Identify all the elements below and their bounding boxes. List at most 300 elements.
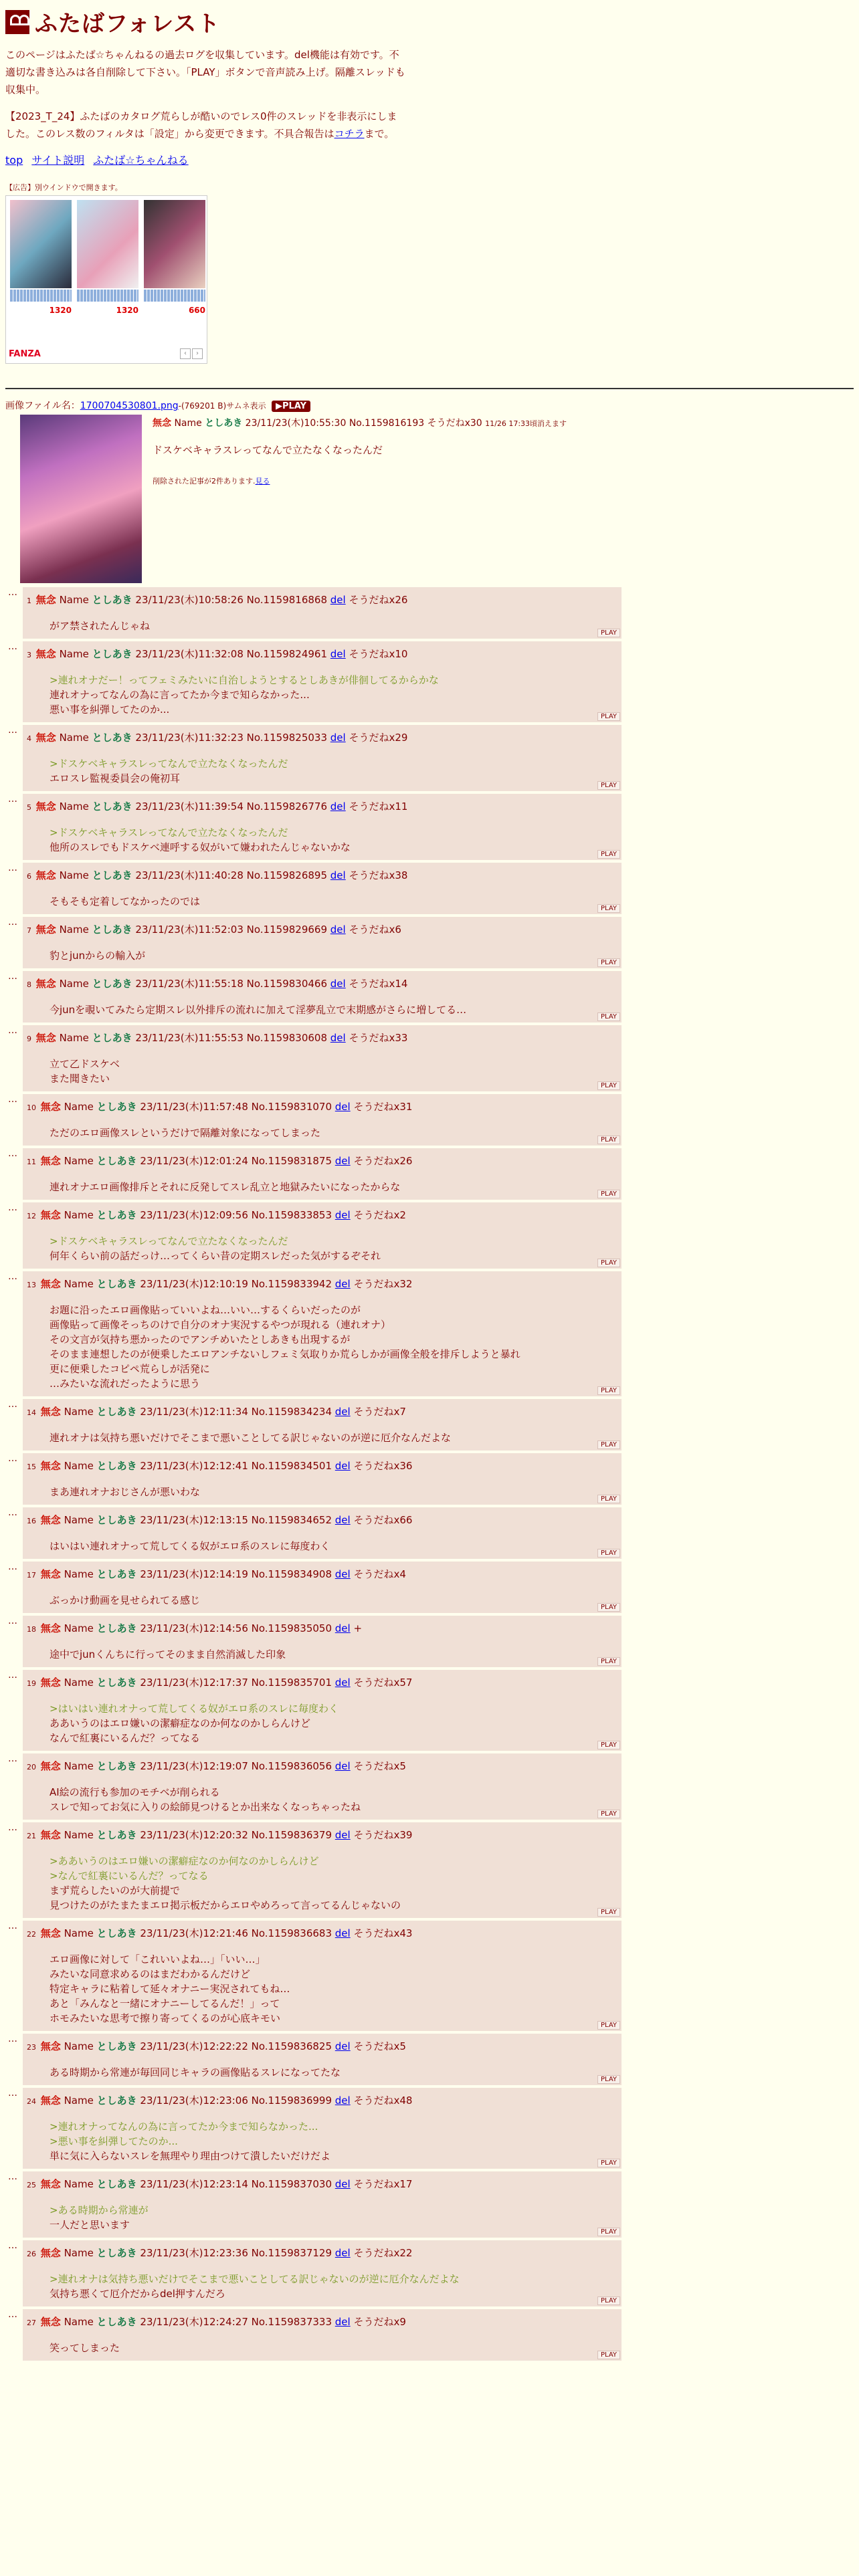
reply-index: 24: [27, 2097, 36, 2106]
reply-body: [23, 2203, 622, 2238]
reply-name-label: Name: [64, 1155, 94, 1167]
reply-play-button[interactable]: PLAY: [597, 1012, 620, 1021]
reply-line: >なんで紅裏にいるんだ？ってなる: [50, 1870, 209, 1882]
del-link[interactable]: del: [335, 1568, 351, 1580]
reply-date: 23/11/23(木)11:40:28: [135, 869, 244, 881]
reply-body: [23, 673, 622, 722]
reply-subject: 無念: [40, 1209, 61, 1221]
reply-subject: 無念: [40, 1155, 61, 1167]
del-link[interactable]: del: [335, 1278, 351, 1290]
reply-sodane[interactable]: そうだねx6: [349, 924, 401, 936]
reply-number[interactable]: No.1159837129: [251, 2247, 332, 2259]
reply-name-label: Name: [59, 800, 89, 813]
op-deleted-note: [153, 475, 567, 486]
reply-line: まあ連れオナおじさんが悪いわな: [50, 1486, 201, 1498]
reply-body: [23, 1785, 622, 1820]
reply-sodane[interactable]: そうだねx39: [353, 1829, 413, 1841]
reply-name: としあき: [96, 1209, 137, 1221]
reply-name: としあき: [92, 869, 132, 881]
reply-sodane[interactable]: そうだねx14: [349, 978, 408, 990]
reply-number[interactable]: No.1159830608: [246, 1032, 327, 1044]
del-link[interactable]: del: [335, 1460, 351, 1472]
reply-number[interactable]: No.1159834652: [251, 1514, 332, 1526]
reply-row: [5, 1562, 854, 1613]
reply-row: [5, 1271, 854, 1396]
reply-name: としあき: [96, 1829, 137, 1841]
reply-date: 23/11/23(木)11:55:18: [135, 978, 244, 990]
reply-index: 3: [27, 651, 31, 659]
reply-line: 今junを覗いてみたら定期スレ以外排斥の流れに加えて淫夢乱立で末期感がさらに増してる…: [50, 1004, 467, 1016]
reply-subject: 無念: [40, 1622, 61, 1634]
reply-play-button[interactable]: PLAY: [597, 1081, 620, 1090]
reply-row: [5, 1202, 854, 1269]
reply-date: 23/11/23(木)12:14:56: [140, 1622, 248, 1634]
reply-row: [5, 2240, 854, 2306]
reply-number[interactable]: No.1159836056: [251, 1760, 332, 1772]
reply-number[interactable]: No.1159837333: [251, 2316, 332, 2328]
reply-name-label: Name: [59, 978, 89, 990]
ad-next-icon[interactable]: ›: [192, 348, 203, 359]
reply-name-label: Name: [64, 1760, 94, 1772]
reply-name: としあき: [96, 2316, 137, 2328]
op-sodane[interactable]: そうだねx30: [427, 418, 482, 429]
reply-number[interactable]: No.1159836825: [251, 2040, 332, 2052]
reply-marker: …: [8, 917, 17, 928]
reply-row: [5, 1094, 854, 1146]
reply-play-button[interactable]: PLAY: [597, 2296, 620, 2305]
reply-number[interactable]: No.1159831070: [251, 1101, 332, 1113]
reply-header: [23, 2171, 622, 2191]
reply-number[interactable]: No.1159824961: [246, 648, 327, 660]
nav-about-link[interactable]: サイト説明: [31, 154, 85, 167]
reply-name-label: Name: [64, 1829, 94, 1841]
reply-name-label: Name: [64, 2040, 94, 2052]
reply-play-button[interactable]: PLAY: [597, 2159, 620, 2167]
reply-header: [23, 1148, 622, 1168]
reply-line: なんで紅裏にいるんだ？ってなる: [50, 1732, 201, 1744]
reply-name-label: Name: [64, 1514, 94, 1526]
op-deleted-text: 削除された記事が2件あります.: [153, 477, 256, 486]
reply-post: [23, 1148, 622, 1200]
reply-line: 特定キャラに粘着して延々オナニー実況されてもね…: [50, 1983, 290, 1995]
reply-sodane[interactable]: そうだねx5: [353, 1760, 406, 1772]
reply-body: [23, 1180, 622, 1200]
reply-post: [23, 1616, 622, 1667]
reply-row: [5, 587, 854, 639]
reply-marker: …: [8, 1562, 17, 1572]
reply-name-label: Name: [64, 2095, 94, 2107]
del-link[interactable]: del: [335, 1622, 351, 1634]
reply-index: 9: [27, 1035, 31, 1043]
reply-index: 4: [27, 734, 31, 743]
reply-play-button[interactable]: PLAY: [597, 2075, 620, 2084]
reply-sodane[interactable]: そうだねx57: [353, 1677, 413, 1689]
del-link[interactable]: del: [335, 1760, 351, 1772]
reply-marker: …: [8, 1202, 17, 1213]
reply-date: 23/11/23(木)11:52:03: [135, 924, 244, 936]
reply-marker: …: [8, 1616, 17, 1626]
ad-banner[interactable]: [5, 195, 207, 364]
reply-play-button[interactable]: PLAY: [597, 1386, 620, 1395]
intro-text-2: [5, 108, 407, 142]
reply-header: [23, 2240, 622, 2260]
reply-body: [23, 1854, 622, 1918]
reply-line: 画像貼って画像そっちのけで自分のオナ実況するやつが現れる（連れオナ）: [50, 1319, 391, 1331]
reply-number[interactable]: No.1159836379: [251, 1829, 332, 1841]
reply-play-button[interactable]: PLAY: [597, 1190, 620, 1198]
reply-date: 23/11/23(木)12:14:19: [140, 1568, 248, 1580]
reply-sodane[interactable]: +: [353, 1622, 363, 1634]
reply-name: としあき: [96, 2178, 137, 2190]
reply-name: としあき: [96, 1460, 137, 1472]
del-link[interactable]: del: [335, 2316, 351, 2328]
reply-number[interactable]: No.1159833942: [251, 1278, 332, 1290]
op-post: [5, 415, 854, 583]
reply-post: [23, 2240, 622, 2306]
intro-text-1: このページはふたば☆ちゃんねるの過去ログを収集しています。del機能は有効です。不適切な書き込みは各自削除して下さい。「PLAY」ボタンで音声読み上げ。隔離スレッドも収集中。: [5, 49, 405, 96]
reply-body: [23, 1952, 622, 2031]
reply-date: 23/11/23(木)11:39:54: [135, 800, 244, 813]
reply-name: としあき: [96, 1677, 137, 1689]
op-name: としあき: [205, 418, 243, 429]
del-link[interactable]: del: [330, 800, 346, 813]
reply-line: まず荒らしたいのが大前提で: [50, 1885, 181, 1897]
reply-play-button[interactable]: PLAY: [597, 1495, 620, 1503]
reply-row: [5, 1670, 854, 1751]
reply-post: [23, 2088, 622, 2169]
del-link[interactable]: del: [330, 869, 346, 881]
logo-icon[interactable]: [5, 10, 29, 34]
reply-index: 25: [27, 2181, 36, 2189]
reply-sodane[interactable]: そうだねx48: [353, 2095, 413, 2107]
reply-number[interactable]: No.1159831875: [251, 1155, 332, 1167]
reply-index: 16: [27, 1517, 36, 1525]
reply-name: としあき: [92, 648, 132, 660]
reply-subject: 無念: [35, 648, 56, 660]
reply-name: としあき: [96, 1568, 137, 1580]
del-link[interactable]: del: [330, 1032, 346, 1044]
ad-item[interactable]: [10, 200, 72, 315]
bug-report-link[interactable]: コチラ: [334, 128, 365, 140]
reply-header: [23, 1507, 622, 1527]
ad-image[interactable]: [144, 200, 205, 288]
del-link[interactable]: del: [330, 978, 346, 990]
reply-subject: 無念: [40, 2040, 61, 2052]
reply-number[interactable]: No.1159830466: [246, 978, 327, 990]
reply-date: 23/11/23(木)11:57:48: [140, 1101, 248, 1113]
reply-name-label: Name: [64, 2316, 94, 2328]
reply-line: 連れオナエロ画像排斥とそれに反発してスレ乱立と地獄みたいになったからな: [50, 1181, 401, 1193]
reply-play-button[interactable]: PLAY: [597, 1549, 620, 1558]
reply-name: としあき: [96, 1514, 137, 1526]
reply-post: [23, 641, 622, 722]
reply-play-button[interactable]: PLAY: [597, 629, 620, 637]
reply-number[interactable]: No.1159836683: [251, 1927, 332, 1939]
reply-line: >ドスケベキャラスレってなんで立たなくなったんだ: [50, 827, 288, 839]
reply-line: …みたいな流れだったように思う: [50, 1378, 201, 1390]
op-number[interactable]: No.1159816193: [349, 418, 425, 429]
reply-number[interactable]: No.1159834908: [251, 1568, 332, 1580]
reply-body: [23, 1234, 622, 1269]
reply-number[interactable]: No.1159829669: [246, 924, 327, 936]
del-link[interactable]: del: [330, 732, 346, 744]
reply-post: [23, 863, 622, 914]
reply-header: [23, 1399, 622, 1418]
reply-sodane[interactable]: そうだねx4: [353, 1568, 406, 1580]
reply-line: 豹とjunからの輸入が: [50, 950, 146, 962]
reply-line: スレで知ってお気に入りの絵師見つけるとか出来なくなっちゃったね: [50, 1801, 361, 1813]
nav-futaba-link[interactable]: ふたば☆ちゃんねる: [93, 154, 189, 167]
reply-post: [23, 1399, 622, 1451]
reply-post: [23, 587, 622, 639]
reply-number[interactable]: No.1159825033: [246, 732, 327, 744]
reply-line: お題に沿ったエロ画像貼っていいよね…いい…するくらいだったのが: [50, 1304, 361, 1316]
reply-play-button[interactable]: PLAY: [597, 1136, 620, 1144]
op-date: 23/11/23(木)10:55:30: [245, 418, 347, 429]
reply-number[interactable]: No.1159826776: [246, 800, 327, 813]
ad-item[interactable]: [144, 200, 205, 315]
reply-play-button[interactable]: PLAY: [597, 1440, 620, 1449]
reply-marker: …: [8, 2309, 17, 2320]
reply-index: 14: [27, 1408, 36, 1417]
reply-marker: …: [8, 971, 17, 982]
intro: [5, 46, 407, 142]
reply-sodane[interactable]: そうだねx43: [353, 1927, 413, 1939]
reply-row: [5, 917, 854, 968]
op-expire: 11/26 17:33頃消えます: [485, 419, 567, 428]
reply-header: [23, 641, 622, 661]
reply-sodane[interactable]: そうだねx33: [349, 1032, 408, 1044]
reply-row: [5, 1453, 854, 1505]
reply-post: [23, 1507, 622, 1559]
reply-post: [23, 971, 622, 1023]
reply-play-button[interactable]: PLAY: [597, 712, 620, 721]
del-link[interactable]: del: [335, 1209, 351, 1221]
del-link[interactable]: del: [335, 1677, 351, 1689]
reply-sodane[interactable]: そうだねx10: [349, 648, 408, 660]
reply-marker: …: [8, 1921, 17, 1931]
reply-play-button[interactable]: PLAY: [597, 1259, 620, 1267]
reply-header: [23, 2309, 622, 2329]
reply-date: 23/11/23(木)12:23:06: [140, 2095, 248, 2107]
nav-top-link[interactable]: top: [5, 154, 23, 167]
ad-brand-logo[interactable]: FANZA: [9, 349, 41, 359]
reply-name: としあき: [96, 2040, 137, 2052]
reply-post: [23, 794, 622, 860]
reply-name: としあき: [96, 1101, 137, 1113]
reply-name: としあき: [96, 1622, 137, 1634]
ad-prev-icon[interactable]: ‹: [180, 348, 191, 359]
nav-links: [5, 152, 854, 167]
del-link[interactable]: del: [335, 2178, 351, 2190]
reply-date: 23/11/23(木)12:24:27: [140, 2316, 248, 2328]
reply-sodane[interactable]: そうだねx7: [353, 1406, 406, 1418]
reply-row: [5, 971, 854, 1023]
reply-header: [23, 1453, 622, 1473]
ad-image[interactable]: [77, 200, 138, 288]
reply-index: 7: [27, 926, 31, 935]
reply-play-button[interactable]: PLAY: [597, 850, 620, 859]
reply-line: また聞きたい: [50, 1073, 110, 1085]
reply-number[interactable]: No.1159836999: [251, 2095, 332, 2107]
reply-header: [23, 1094, 622, 1113]
reply-name-label: Name: [64, 1209, 94, 1221]
reply-subject: 無念: [35, 732, 56, 744]
reply-sodane[interactable]: そうだねx5: [353, 2040, 406, 2052]
ad-title-link[interactable]: [77, 290, 138, 302]
reply-post: [23, 1753, 622, 1820]
reply-name: としあき: [96, 1155, 137, 1167]
reply-line: エロ画像に対して「これいいよね…」「いい…」: [50, 1953, 266, 1965]
reply-marker: …: [8, 863, 17, 873]
reply-row: [5, 1822, 854, 1918]
reply-line: >連れオナってなんの為に言ってたか今まで知らなかった...: [50, 2121, 318, 2133]
reply-header: [23, 794, 622, 813]
reply-subject: 無念: [40, 1829, 61, 1841]
reply-sodane[interactable]: そうだねx29: [349, 732, 408, 744]
del-link[interactable]: del: [335, 2247, 351, 2259]
del-link[interactable]: del: [335, 1514, 351, 1526]
reply-play-button[interactable]: PLAY: [597, 2228, 620, 2236]
reply-row: [5, 1148, 854, 1200]
reply-marker: …: [8, 1507, 17, 1518]
reply-subject: 無念: [35, 978, 56, 990]
reply-number[interactable]: No.1159835050: [251, 1622, 332, 1634]
reply-index: 6: [27, 872, 31, 881]
op-thumbnail[interactable]: [20, 415, 142, 583]
reply-post: [23, 1025, 622, 1091]
reply-date: 23/11/23(木)12:22:22: [140, 2040, 248, 2052]
reply-body: [23, 1303, 622, 1396]
reply-sodane[interactable]: そうだねx31: [353, 1101, 413, 1113]
del-link[interactable]: del: [335, 1406, 351, 1418]
reply-name-label: Name: [59, 1032, 89, 1044]
reply-date: 23/11/23(木)12:11:34: [140, 1406, 248, 1418]
reply-index: 12: [27, 1212, 36, 1220]
play-label: PLAY: [282, 401, 307, 411]
reply-line: 単に気に入らないスレを無理やり理由つけて潰したいだけだよ: [50, 2150, 331, 2162]
reply-play-button[interactable]: PLAY: [597, 1657, 620, 1666]
reply-sodane[interactable]: そうだねx36: [353, 1460, 413, 1472]
reply-subject: 無念: [40, 2178, 61, 2190]
reply-sodane[interactable]: そうだねx11: [349, 800, 408, 813]
reply-sodane[interactable]: そうだねx26: [349, 594, 408, 606]
reply-play-button[interactable]: PLAY: [597, 1741, 620, 1749]
del-link[interactable]: del: [335, 1101, 351, 1113]
reply-line: 気持ち悪くて厄介だからdel押すんだろ: [50, 2288, 225, 2300]
reply-subject: 無念: [40, 1278, 61, 1290]
del-link[interactable]: del: [330, 648, 346, 660]
reply-index: 5: [27, 803, 31, 812]
reply-play-button[interactable]: PLAY: [597, 2021, 620, 2030]
reply-post: [23, 1202, 622, 1269]
site-title[interactable]: ふたばフォレスト: [35, 11, 221, 37]
ad-title-link[interactable]: [10, 290, 72, 302]
op-subject: 無念: [153, 418, 171, 429]
reply-subject: 無念: [35, 869, 56, 881]
del-link[interactable]: del: [330, 594, 346, 606]
reply-name: としあき: [92, 924, 132, 936]
reply-play-button[interactable]: PLAY: [597, 1603, 620, 1612]
reply-sodane[interactable]: そうだねx9: [353, 2316, 406, 2328]
reply-sodane[interactable]: そうだねx26: [353, 1155, 413, 1167]
play-button[interactable]: ▶PLAY: [272, 401, 310, 412]
reply-number[interactable]: No.1159816868: [246, 594, 327, 606]
ad-price: 1320: [49, 306, 72, 315]
reply-sodane[interactable]: そうだねx66: [353, 1514, 413, 1526]
reply-line: あと「みんなと一緒にオナニーしてるんだ！」って: [50, 1998, 280, 2010]
reply-subject: 無念: [40, 2247, 61, 2259]
reply-number[interactable]: No.1159834234: [251, 1406, 332, 1418]
reply-sodane[interactable]: そうだねx17: [353, 2178, 413, 2190]
ad-image[interactable]: [10, 200, 72, 288]
reply-number[interactable]: No.1159834501: [251, 1460, 332, 1472]
reply-name-label: Name: [59, 732, 89, 744]
reply-line: エロスレ監視委員会の俺初耳: [50, 772, 181, 784]
reply-post: [23, 725, 622, 791]
reply-name: としあき: [96, 2095, 137, 2107]
reply-sodane[interactable]: そうだねx2: [353, 1209, 406, 1221]
del-link[interactable]: del: [335, 1155, 351, 1167]
reply-subject: 無念: [35, 800, 56, 813]
reply-date: 23/11/23(木)12:21:46: [140, 1927, 248, 1939]
reply-play-button[interactable]: PLAY: [597, 2351, 620, 2359]
ad-price: 660: [188, 306, 205, 315]
del-link[interactable]: del: [335, 1927, 351, 1939]
del-link[interactable]: del: [330, 924, 346, 936]
reply-sodane[interactable]: そうだねx22: [353, 2247, 413, 2259]
reply-play-button[interactable]: PLAY: [597, 1810, 620, 1818]
ad-title-link[interactable]: [144, 290, 205, 302]
reply-header: [23, 1822, 622, 1842]
del-link[interactable]: del: [335, 2095, 351, 2107]
ad-item[interactable]: [77, 200, 138, 315]
del-link[interactable]: del: [335, 2040, 351, 2052]
reply-date: 23/11/23(木)11:32:08: [135, 648, 244, 660]
reply-number[interactable]: No.1159833853: [251, 1209, 332, 1221]
op-deleted-link[interactable]: 見る: [255, 477, 270, 486]
reply-sodane[interactable]: そうだねx32: [353, 1278, 413, 1290]
reply-header: [23, 1202, 622, 1222]
reply-subject: 無念: [40, 2316, 61, 2328]
reply-body: [23, 1057, 622, 1091]
reply-number[interactable]: No.1159826895: [246, 869, 327, 881]
reply-row: [5, 1921, 854, 2031]
reply-play-button[interactable]: PLAY: [597, 781, 620, 790]
reply-body: [23, 948, 622, 968]
reply-number[interactable]: No.1159837030: [251, 2178, 332, 2190]
thread-file-info: [5, 399, 854, 412]
reply-marker: …: [8, 1399, 17, 1410]
reply-number[interactable]: No.1159835701: [251, 1677, 332, 1689]
reply-body: [23, 1701, 622, 1751]
reply-sodane[interactable]: そうだねx38: [349, 869, 408, 881]
reply-play-button[interactable]: PLAY: [597, 904, 620, 913]
reply-line: ただのエロ画像スレというだけで隔離対象になってしまった: [50, 1127, 321, 1139]
reply-line: 途中でjunくんちに行ってそのまま自然消滅した印象: [50, 1648, 286, 1660]
reply-line: その文言が気持ち悪かったのでアンチめいたとしあきも出現するが: [50, 1333, 351, 1346]
reply-marker: …: [8, 1822, 17, 1833]
del-link[interactable]: del: [335, 1829, 351, 1841]
file-link[interactable]: 1700704530801.png: [80, 401, 179, 411]
reply-post: [23, 1921, 622, 2031]
reply-play-button[interactable]: PLAY: [597, 958, 620, 967]
reply-row: [5, 725, 854, 791]
reply-row: [5, 2088, 854, 2169]
reply-name-label: Name: [64, 1568, 94, 1580]
reply-body: [23, 1647, 622, 1667]
reply-play-button[interactable]: PLAY: [597, 1908, 620, 1917]
